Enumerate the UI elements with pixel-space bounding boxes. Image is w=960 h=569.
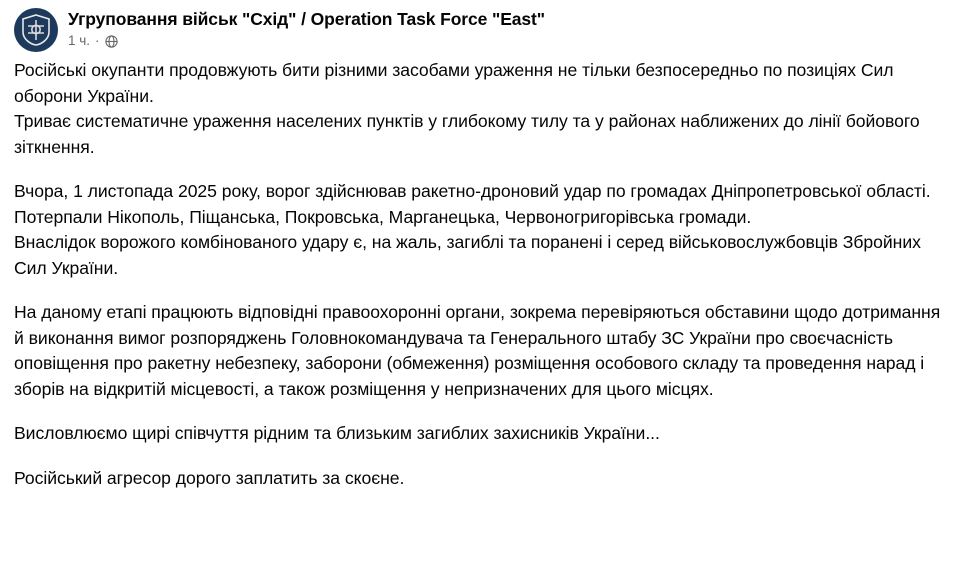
post-paragraph: Внаслідок ворожого комбінованого удару є, на жаль, загиблі та поранені і серед військовослужбовців Збройних Сил України. bbox=[14, 232, 921, 278]
post-body bbox=[14, 58, 946, 491]
post-paragraph: На даному етапі працюють відповідні правоохоронні органи, зокрема перевіряються обставини щодо дотримання й виконання вимог розпоряджень Головнокомандувача та Генерального штабу ЗС України про своєчасність оповіщення про ракетну небезпеку, заборони (обмеження) розміщення особового складу та проведення нарад і зборів на відкритій місцевості, а також розміщення у непризначених для цього місцях. bbox=[14, 302, 941, 399]
military-emblem-icon bbox=[21, 14, 51, 46]
post-paragraph: Висловлюємо щирі співчуття рідним та близьким загиблих захисників України... bbox=[14, 423, 660, 443]
globe-icon[interactable] bbox=[105, 35, 118, 48]
page-name[interactable]: Угруповання військ "Схід" / Operation Task Force "East" bbox=[68, 9, 545, 29]
meta-separator: · bbox=[95, 33, 100, 48]
header-text bbox=[68, 8, 545, 49]
post-meta bbox=[68, 33, 545, 49]
post-header bbox=[14, 8, 946, 52]
post-paragraph: Триває систематичне ураження населених пунктів у глибокому тилу та у районах наближених до лінії бойового зіткнення. bbox=[14, 111, 920, 157]
post-timestamp[interactable]: 1 ч. bbox=[68, 33, 91, 48]
avatar[interactable] bbox=[14, 8, 58, 52]
post-paragraph: Російські окупанти продовжують бити різними засобами ураження не тільки безпосередньо по позиціях Сил оборони України. bbox=[14, 60, 894, 106]
post-paragraph: Вчора, 1 листопада 2025 року, ворог здійснював ракетно-дроновий удар по громадах Дніпропетровської області. Потерпали Нікополь, Піщанська, Покровська, Марганецька, Червоногригорівська громади. bbox=[14, 181, 931, 227]
post-paragraph: Російський агресор дорого заплатить за скоєне. bbox=[14, 467, 405, 488]
